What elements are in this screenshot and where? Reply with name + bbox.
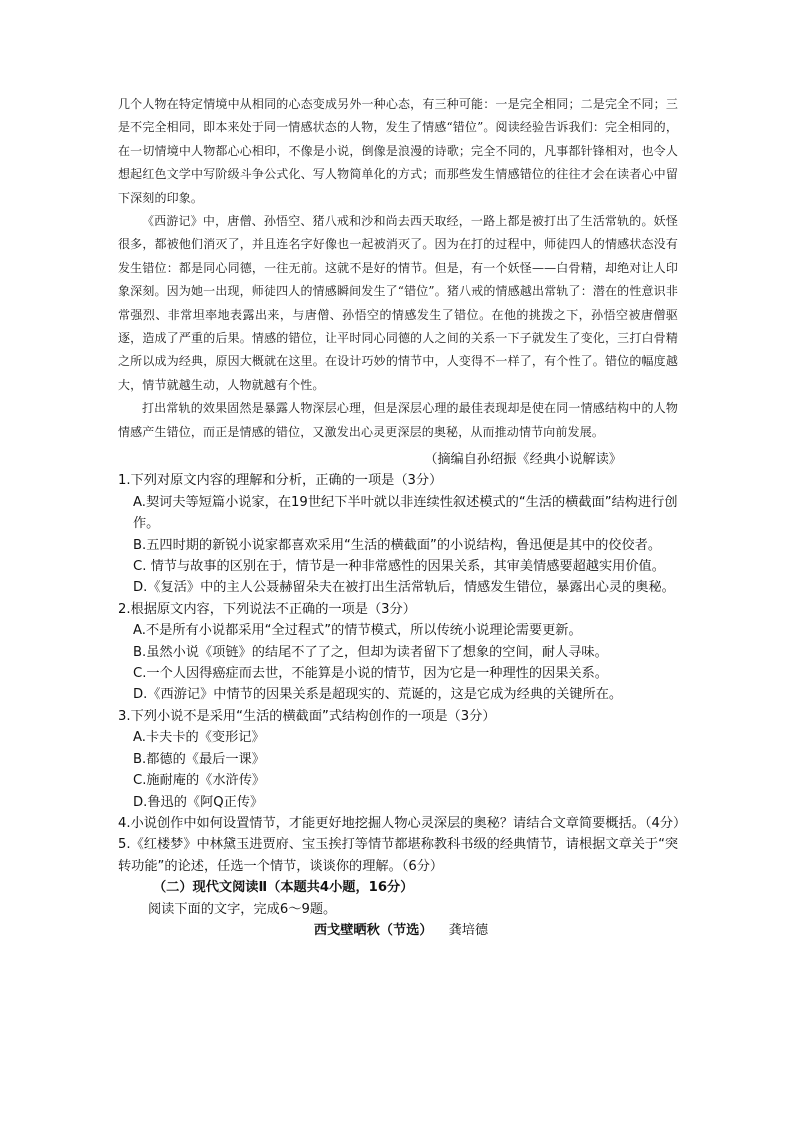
question-2-option-d: D.《西游记》中情节的因果关系是超现实的、荒诞的，这是它成为经典的关键所在。 bbox=[133, 687, 623, 703]
article-title: 西戈壁晒秋（节选） bbox=[313, 922, 433, 938]
question-1-option-c: C. 情节与故事的区别在于，情节是一种非常感性的因果关系，其审美情感要超越实用价值。 bbox=[133, 559, 665, 575]
question-3-option-b: B.都德的《最后一课》 bbox=[133, 751, 265, 767]
article-title-line bbox=[118, 920, 684, 941]
questions-block bbox=[118, 449, 687, 941]
question-3-option-a: A.卡夫卡的《变形记》 bbox=[133, 730, 265, 746]
passage-paragraph-3: 打出常轨的效果固然是暴露人物深层心理，但是深层心理的最佳表现却是使在同一情感结构中的人物情感产生错位，而正是情感的错位，又激发出心灵更深层的奥秘，从而推动情节向前发展。 bbox=[118, 401, 678, 439]
article-author: 龚培德 bbox=[448, 922, 489, 938]
question-1-option-b: B.五四时期的新锐小说家都喜欢采用“生活的横截面”的小说结构，鲁迅便是其中的佼佼者。 bbox=[133, 537, 662, 553]
question-3-option-c: C.施耐庵的《水浒传》 bbox=[133, 773, 266, 789]
section-2-heading: （二）现代文阅读Ⅱ（本题共4小题，16分） bbox=[153, 880, 414, 896]
passage-paragraph-1: 几个人物在特定情境中从相同的心态变成另外一种心态，有三种可能：一是完全相同；二是完全不同；三是不完全相同，即本来处于同一情感状态的人物，发生了情感“错位”。阅读经验告诉我们：完全相同的，在一切情境中人物都心心相印，不像是小说，倒像是浪漫的诗歌；完全不同的，凡事都针锋相对，也令人想起红色文学中写阶级斗争公式化、写人物简单化的方式；而那些发生情感错位的往往才会在读者心中留下深刻的印象。 bbox=[118, 97, 678, 205]
question-5-stem: 5.《红楼梦》中林黛玉进贾府、宝玉挨打等情节都堪称教科书级的经典情节，请根据文章关于“突转功能”的论述，任选一个情节，谈谈你的理解。（6分） bbox=[118, 837, 679, 874]
question-1-stem: 1.下列对原文内容的理解和分析，正确的一项是（3分） bbox=[118, 473, 443, 489]
question-4-stem: 4.小说创作中如何设置情节，才能更好地挖掘人物心灵深层的奥秘？请结合文章简要概括。（4分） bbox=[118, 815, 687, 831]
question-1-option-d: D.《复活》中的主人公聂赫留朵夫在被打出生活常轨后，情感发生错位，暴露出心灵的奥秘。 bbox=[133, 580, 675, 596]
question-3-stem: 3.下列小说不是采用“生活的横截面”式结构创作的一项是（3分） bbox=[118, 708, 496, 724]
source-citation: （摘编自孙绍振《经典小说解读》 bbox=[424, 452, 622, 467]
question-2-option-b: B.虽然小说《项链》的结尾不了了之，但却为读者留下了想象的空间，耐人寻味。 bbox=[133, 644, 608, 660]
section-2-instruction: 阅读下面的文字，完成6～9题。 bbox=[148, 901, 337, 917]
question-2-stem: 2.根据原文内容，下列说法不正确的一项是（3分） bbox=[118, 601, 416, 617]
question-1-option-a: A.契诃夫等短篇小说家，在19世纪下半叶就以非连续性叙述模式的“生活的横截面”结构进行创作。 bbox=[133, 494, 678, 532]
question-2-option-a: A.不是所有小说都采用“全过程式”的情节模式，所以传统小说理论需要更新。 bbox=[133, 623, 582, 639]
question-2-option-c: C.一个人因得癌症而去世，不能算是小说的情节，因为它是一种理性的因果关系。 bbox=[133, 666, 608, 682]
reading-passage bbox=[118, 93, 678, 444]
passage-paragraph-2: 《西游记》中，唐僧、孙悟空、猪八戒和沙和尚去西天取经，一路上都是被打出了生活常轨的。妖怪很多，都被他们消灭了，并且连名字好像也一起被消灭了。因为在打的过程中，师徒四人的情感状态没有发生错位：都是同心同德，一往无前。这就不是好的情节。但是，有一个妖怪——白骨精，却绝对让人印象深刻。因为她一出现，师徒四人的情感瞬间发生了“错位”。猪八戒的情感越出常轨了：潜在的性意识非常强烈、非常坦率地表露出来，与唐僧、孙悟空的情感发生了错位。在他的挑拨之下，孙悟空被唐僧驱逐，造成了严重的后果。情感的错位，让平时同心同德的人之间的关系一下子就发生了变化，三打白骨精之所以成为经典，原因大概就在这里。在设计巧妙的情节中，人变得不一样了，有个性了。错位的幅度越大，情节就越生动，人物就越有个性。 bbox=[118, 214, 678, 392]
question-3-option-d: D.鲁迅的《阿Q正传》 bbox=[133, 794, 264, 810]
